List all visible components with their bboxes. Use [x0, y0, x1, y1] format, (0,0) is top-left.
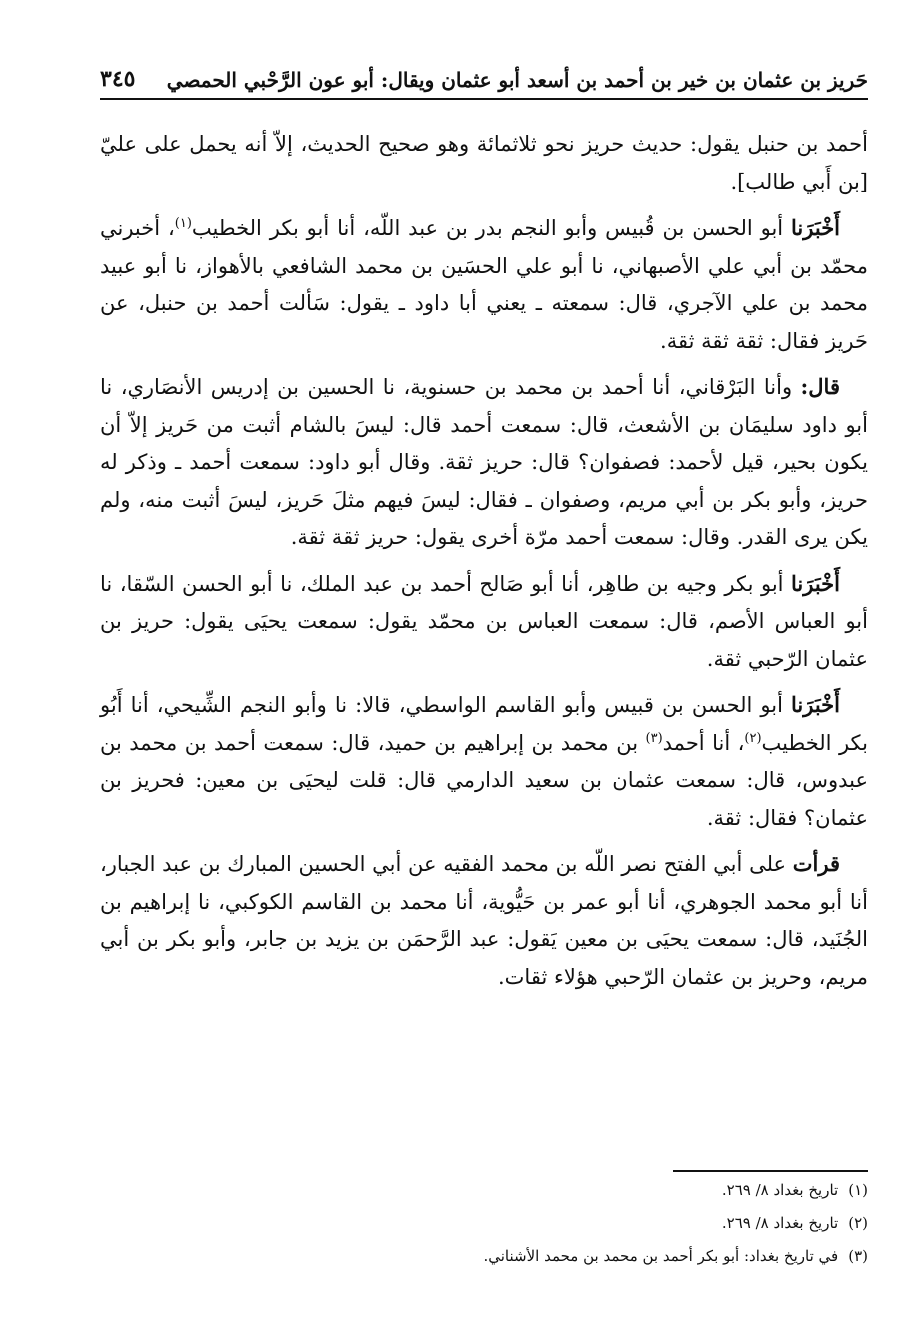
footnote-number: (١)	[848, 1181, 868, 1199]
paragraph-4	[100, 565, 868, 679]
paragraph-lead-word: قال:	[800, 374, 840, 399]
paragraph-text: أبو الحسن بن قُبيس وأبو النجم بدر بن عبد اللّه، أنا أبو بكر الخطيب	[191, 216, 792, 240]
footnote-text: تاريخ بغداد ٨/ ٢٦٩.	[721, 1181, 839, 1199]
footnotes	[100, 1170, 868, 1273]
paragraph-text: أحمد بن حنبل يقول: حديث حريز نحو ثلاثمائة وهو صحيح الحديث، إلاّ أنه يحمل على عليّ [بن أَبي طالب].	[100, 132, 868, 194]
paragraph-lead-word: أَخْبَرَنا	[791, 570, 840, 596]
paragraph-lead-word: قرأت	[792, 851, 840, 876]
page-number: ٣٤٥	[100, 66, 136, 92]
running-title: حَريز بن عثمان بن خير بن أحمد بن أسعد أبو عثمان ويقال: أبو عون الرَّحْبي الحمصي	[166, 68, 868, 92]
paragraph-3	[100, 368, 868, 557]
paragraph-5	[100, 686, 868, 837]
footnote-3	[100, 1240, 868, 1273]
paragraph-text: ، أنا أحمد	[662, 730, 745, 755]
footnote-ref-1[interactable]: (١)	[174, 216, 192, 231]
footnote-number: (٢)	[848, 1214, 868, 1232]
paragraph-lead-word: أَخْبَرَنا	[791, 215, 841, 240]
footnote-ref-3[interactable]: (٣)	[645, 730, 663, 746]
footnote-divider	[673, 1170, 868, 1172]
paragraph-2	[100, 209, 868, 360]
paragraph-text: أبو بكر وجيه بن طاهِر، أنا أبو صَالح أحمد بن عبد الملك، نا أبو الحسن السّقا، نا أبو العباس الأصم، قال: سمعت العباس بن محمّد يقول: سمعت يحيَى يقول: حريز بن عثمان الرّحبي ثقة.	[100, 571, 868, 671]
footnote-number: (٣)	[848, 1247, 868, 1265]
paragraph-text: على أبي الفتح نصر اللّه بن محمد الفقيه عن أبي الحسين المبارك بن عبد الجبار، أنا أبو محمد الجوهري، أنا أبو عمر بن حَيُّوية، أنا محمد بن القاسم الكوكبي، نا إبراهيم بن الجُنَيد، قال: سمعت يحيَى بن معين يَقول: عبد الرَّحمَن بن يزيد بن جابر، وأبو بكر بن أبي مريم، وحريز بن عثمان الرّحبي هؤلاء ثقات.	[100, 852, 868, 989]
footnote-2	[100, 1207, 868, 1240]
paragraph-text: ، أخبرني محمّد بن أبي علي الأصبهاني، نا أبو علي الحسَين بن محمد الشافعي بالأهواز، نا أبو عبيد محمد بن علي الآجري، قال: سمعته ـ يعني أبا داود ـ يقول: سَألت أحمد بن حنبل، عن حَريز فقال: ثقة ثقة ثقة.	[100, 216, 868, 353]
page-header	[100, 58, 868, 100]
paragraph-6	[100, 845, 868, 996]
paragraph-text: وأنا البَرْقاني، أنا أحمد بن محمد بن حسنوية، نا الحسين بن إدريس الأنصَاري، نا أبو داود سليمَان بن الأشعث، قال: سمعت أحمد قال: ليسَ بالشام أثبت من حَريز إلاّ أن يكون بحير، قيل لأحمد: فصفوان؟ قال: حريز ثقة. وقال أبو داود: سمعت أحمد ـ وذكر له حريز، وأبو بكر بن أبي مريم، وصفوان ـ فقال: ليسَ فيهم مثلَ حَريز، ليسَ أثبت منه، ولم يكن يرى القدر. وقال: سمعت أحمد مرّة أخرى يقول: حريز ثقة ثقة.	[100, 375, 868, 549]
main-text	[100, 126, 868, 1004]
paragraph-text: بن محمد بن إبراهيم بن حميد، قال: سمعت أحمد بن محمد بن عبدوس، قال: سمعت عثمان بن سعيد الدارمي قال: قلت ليحيَى بن معين: فحريز بن عثمان؟ فقال: ثقة.	[100, 730, 868, 830]
paragraph-1	[100, 126, 868, 201]
footnote-ref-2[interactable]: (٢)	[744, 730, 762, 746]
footnote-text: تاريخ بغداد ٨/ ٢٦٩.	[721, 1214, 839, 1232]
footnote-1	[100, 1174, 868, 1207]
paragraph-lead-word: أَخْبَرَنا	[791, 692, 840, 717]
footnote-text: في تاريخ بغداد: أبو بكر أحمد بن محمد بن محمد الأشناني.	[483, 1247, 839, 1265]
paragraph-text: أبو الحسن بن قبيس وأبو القاسم الواسطي، قالا: نا وأبو النجم الشِّيحي، أنا أَبُو بكر الخطيب	[100, 693, 869, 755]
